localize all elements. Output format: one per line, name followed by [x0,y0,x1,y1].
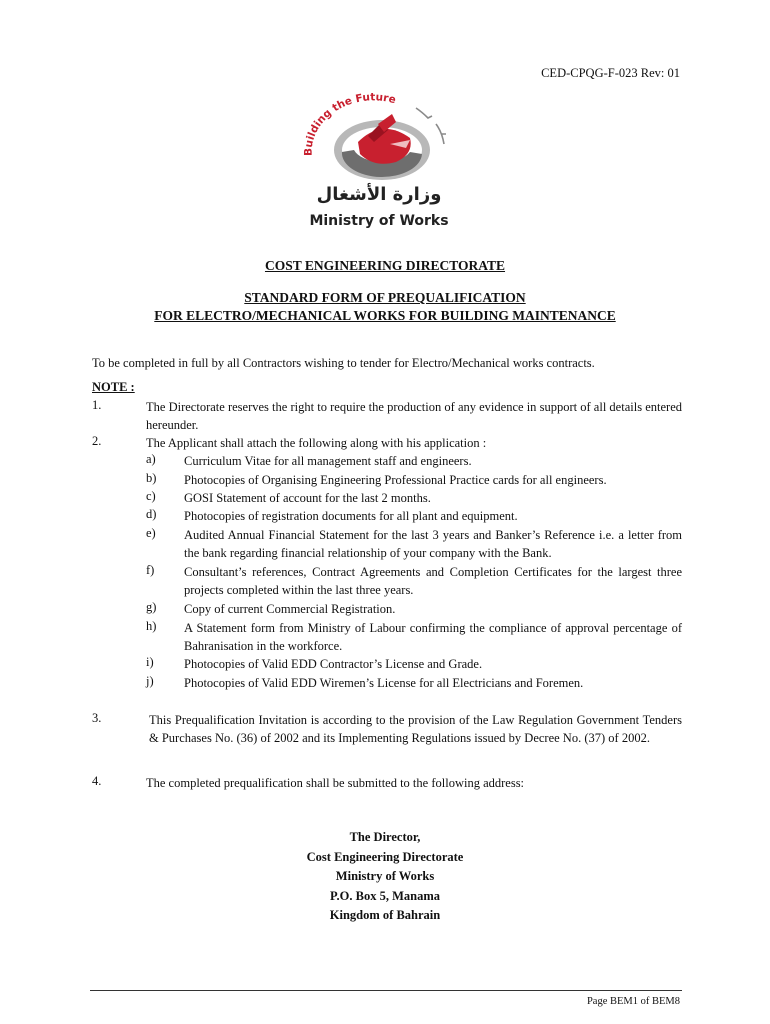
note-text: This Prequalification Invitation is according to the provision of the Law Regulation Government Tenders & Purchases No. (36) of 2002 and its Implementing Regulations issued by Decree No. (37) of 2002. [149,713,682,746]
attachment-text: Curriculum Vitae for all management staff and engineers. [184,454,472,468]
attachment-letter: c) [146,489,156,503]
note-number: 3. [92,711,102,725]
attachment-text: GOSI Statement of account for the last 2 months. [184,491,431,505]
note-text: The completed prequalification shall be submitted to the following address: [146,776,525,790]
attachment-letter: a) [146,452,156,466]
attachment-letter: d) [146,507,157,521]
note-text: The Directorate reserves the right to require the production of any evidence in support of all details entered hereunder. [146,400,682,433]
attachment-text: Photocopies of Valid EDD Contractor’s License and Grade. [184,657,483,671]
attachment-letter: e) [146,526,156,540]
attachment-letter: g) [146,600,157,614]
note-heading: NOTE : [92,380,135,394]
note-number: 2. [92,434,102,448]
attachment-text: Photocopies of Valid EDD Wiremen’s License for all Electricians and Foremen. [184,676,584,690]
intro-text: To be completed in full by all Contractors wishing to tender for Electro/Mechanical works contracts. [92,356,595,370]
note-number: 1. [92,398,102,412]
form-title-line2: FOR ELECTRO/MECHANICAL WORKS FOR BUILDING MAINTENANCE [154,308,616,323]
attachment-text: Photocopies of registration documents for all plant and equipment. [184,509,518,523]
submission-address [0,828,770,926]
address-line: The Director, [349,830,421,844]
attachment-letter: b) [146,471,157,485]
attachment-text: Photocopies of Organising Engineering Professional Practice cards for all engineers. [184,473,607,487]
ministry-logo [298,88,460,234]
logo-arabic-name: وزارة الأشغال [316,184,442,205]
address-line: P.O. Box 5, Manama [330,888,440,903]
address-line: Cost Engineering Directorate [306,849,464,864]
note-text: The Applicant shall attach the following along with his application : [146,436,487,450]
logo-slogan: Building the Future [302,91,398,157]
attachment-text: Consultant’s references, Contract Agreements and Completion Certificates for the largest three projects completed within the last three years. [184,565,682,598]
attachment-text: Copy of current Commercial Registration. [184,602,396,616]
form-reference: CED-CPQG-F-023 Rev: 01 [541,66,680,80]
address-line: Kingdom of Bahrain [329,908,441,922]
footer-divider [90,990,682,991]
attachment-letter: j) [146,674,154,688]
attachment-letter: i) [146,655,154,669]
attachment-letter: f) [146,563,155,577]
attachment-text: Audited Annual Financial Statement for the last 3 years and Banker’s Reference i.e. a letter from the bank regarding financial relationship of your company with the Bank. [184,528,682,561]
form-title-line1: STANDARD FORM OF PREQUALIFICATION [244,290,526,305]
page-number: Page BEM1 of BEM8 [586,996,680,1007]
attachment-text: A Statement form from Ministry of Labour confirming the compliance of approval percentage of Bahranisation in the workforce. [184,621,682,654]
attachment-letter: h) [146,619,157,633]
logo-english-name: Ministry of Works [309,213,449,229]
address-line: Ministry of Works [335,869,435,883]
note-number: 4. [92,774,102,788]
directorate-title: COST ENGINEERING DIRECTORATE [264,258,506,273]
